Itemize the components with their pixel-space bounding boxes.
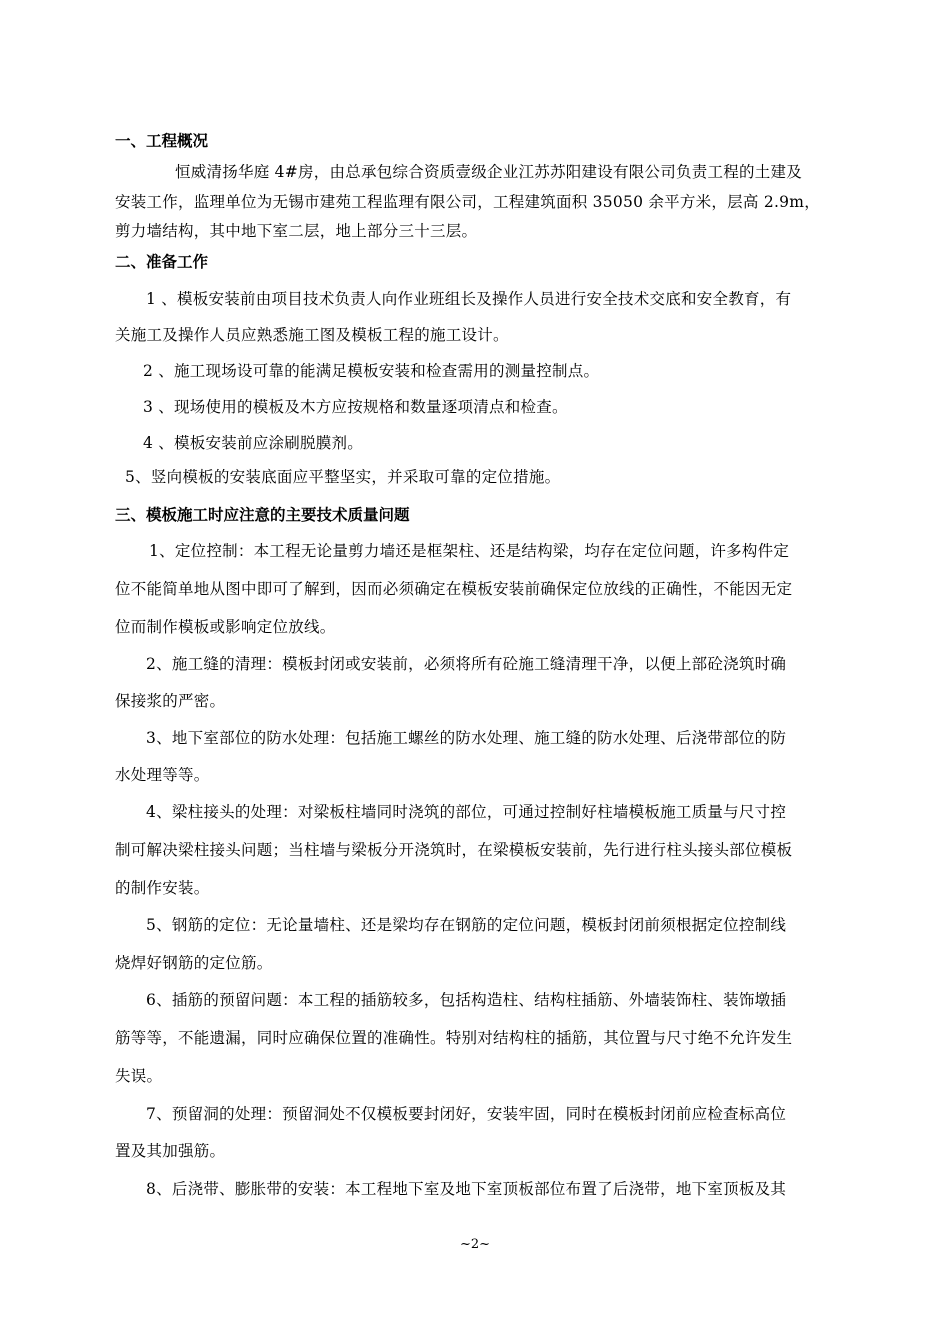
quality-line-4: 2、施工缝的清理：模板封闭或安装前，必须将所有砼施工缝清理干净，以便上部砼浇筑时确 bbox=[146, 655, 787, 673]
quality-line-2: 位不能简单地从图中即可了解到，因而必须确定在模板安装前确保定位放线的正确性，不能因无定 bbox=[115, 580, 793, 598]
quality-line-1: 1、定位控制：本工程无论量剪力墙还是框架柱、还是结构梁，均存在定位问题，许多构件定 bbox=[149, 542, 790, 560]
preparation-line-4: 3 、现场使用的模板及木方应按规格和数量逐项清点和检查。 bbox=[143, 398, 568, 416]
section-heading-overview: 一、工程概况 bbox=[115, 132, 209, 150]
quality-line-16: 7、预留洞的处理：预留洞处不仅模板要封闭好，安装牢固，同时在模板封闭前应检查标高位 bbox=[146, 1105, 787, 1123]
preparation-line-3: 2 、施工现场设可靠的能满足模板安装和检查需用的测量控制点。 bbox=[143, 362, 600, 380]
preparation-line-2: 关施工及操作人员应熟悉施工图及模板工程的施工设计。 bbox=[115, 326, 509, 344]
quality-line-10: 的制作安装。 bbox=[115, 879, 210, 897]
quality-line-9: 制可解决梁柱接头问题；当柱墙与梁板分开浇筑时，在梁模板安装前，先行进行柱头接头部位模板 bbox=[115, 841, 793, 859]
preparation-line-1: 1 、模板安装前由项目技术负责人向作业班组长及操作人员进行安全技术交底和安全教育，有 bbox=[146, 290, 792, 308]
quality-line-6: 3、地下室部位的防水处理：包括施工螺丝的防水处理、施工缝的防水处理、后浇带部位的防 bbox=[146, 729, 787, 747]
quality-line-5: 保接浆的严密。 bbox=[115, 692, 226, 710]
overview-line-3: 剪力墙结构，其中地下室二层，地上部分三十三层。 bbox=[115, 222, 478, 240]
overview-line-2: 安装工作，监理单位为无锡市建苑工程监理有限公司，工程建筑面积 35050 余平方米，层高 2.9m， bbox=[115, 193, 820, 211]
quality-line-14: 筋等等，不能遗漏，同时应确保位置的准确性。特别对结构柱的插筋，其位置与尺寸绝不允许发生 bbox=[115, 1029, 793, 1047]
section-heading-quality-issues: 三、模板施工时应注意的主要技术质量问题 bbox=[115, 506, 410, 524]
page-number: ~2~ bbox=[459, 1237, 491, 1252]
quality-line-17: 置及其加强筋。 bbox=[115, 1142, 226, 1160]
quality-line-7: 水处理等等。 bbox=[115, 766, 210, 784]
quality-line-3: 位而制作模板或影响定位放线。 bbox=[115, 618, 336, 636]
section-heading-preparation: 二、准备工作 bbox=[115, 253, 209, 271]
quality-line-15: 失误。 bbox=[115, 1067, 163, 1085]
quality-line-8: 4、梁柱接头的处理：对梁板柱墙同时浇筑的部位，可通过控制好柱墙模板施工质量与尺寸控 bbox=[146, 803, 787, 821]
quality-line-13: 6、插筋的预留问题：本工程的插筋较多，包括构造柱、结构柱插筋、外墙装饰柱、装饰墩插 bbox=[146, 991, 787, 1009]
quality-line-18: 8、后浇带、膨胀带的安装：本工程地下室及地下室顶板部位布置了后浇带，地下室顶板及其 bbox=[146, 1180, 787, 1198]
quality-line-12: 烧焊好钢筋的定位筋。 bbox=[115, 954, 273, 972]
quality-line-11: 5、钢筋的定位：无论量墙柱、还是梁均存在钢筋的定位问题，模板封闭前须根据定位控制线 bbox=[146, 916, 787, 934]
preparation-line-5: 4 、模板安装前应涂刷脱膜剂。 bbox=[143, 434, 364, 452]
preparation-line-6: 5、竖向模板的安装底面应平整坚实，并采取可靠的定位措施。 bbox=[125, 468, 561, 486]
overview-line-1: 恒威清扬华庭 4#房，由总承包综合资质壹级企业江苏苏阳建设有限公司负责工程的土建及 bbox=[175, 163, 803, 181]
